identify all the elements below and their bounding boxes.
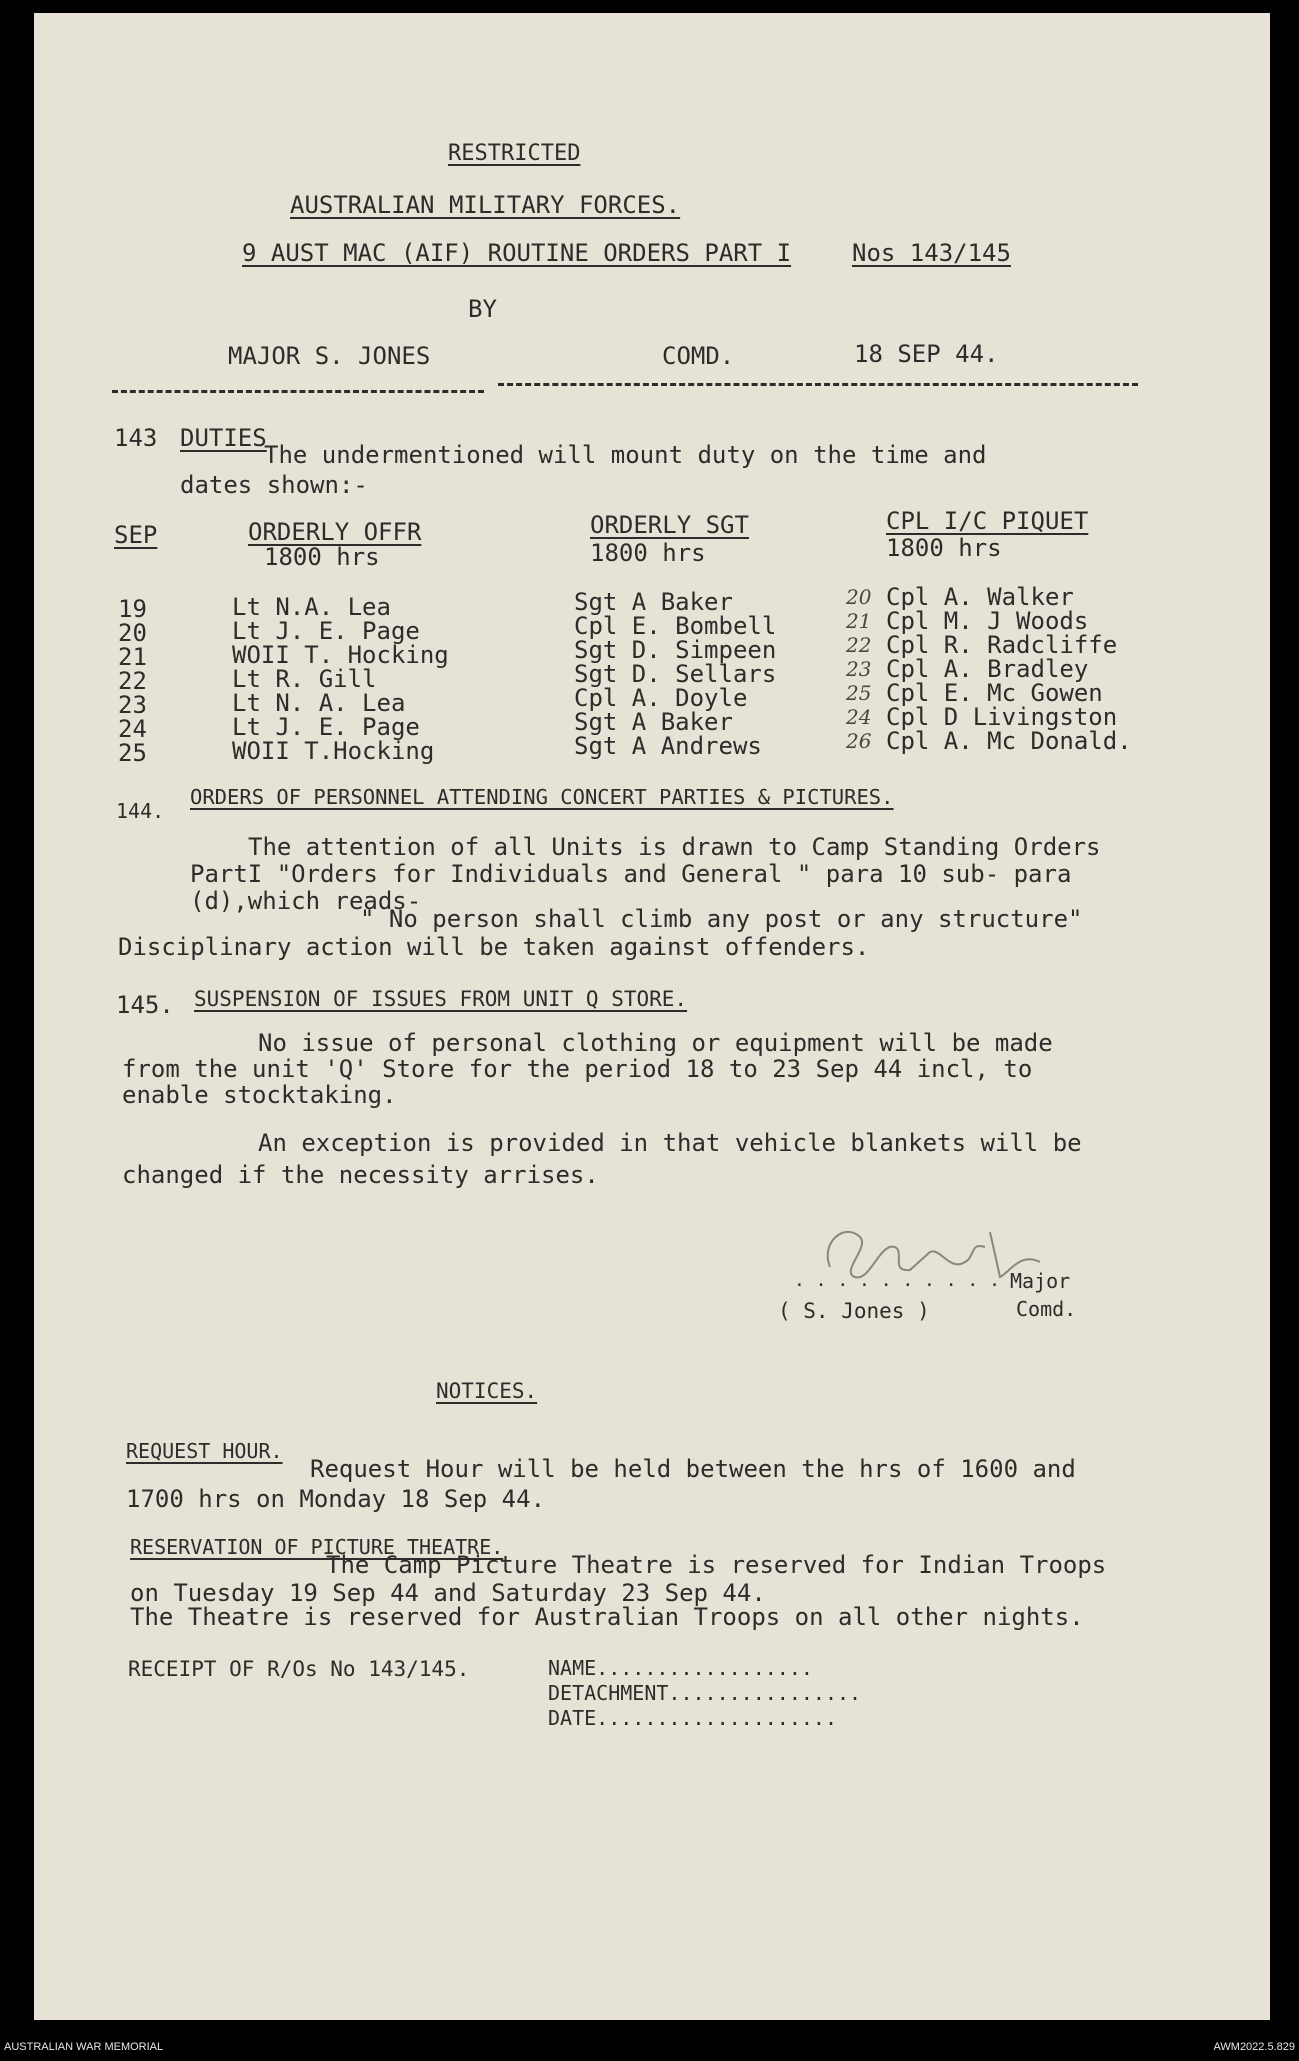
footer-institution: AUSTRALIAN WAR MEMORIAL	[4, 2041, 164, 2053]
row-orderly-sgt: Sgt D. Sellars	[574, 660, 777, 688]
receipt-detachment-field: DETACHMENT................	[548, 1681, 862, 1705]
classification-heading: RESTRICTED	[448, 141, 581, 166]
row-handwritten-date: 26	[846, 729, 872, 753]
appointment-label: COMD.	[662, 342, 735, 370]
order-144-line-3: (d),which reads-	[190, 887, 422, 915]
column-header-offr: ORDERLY OFFR	[248, 518, 422, 546]
order-145-p1-line-2: from the unit 'Q' Store for the period 18 to 23 Sep 44 incl, to	[122, 1055, 1033, 1083]
footer-accession-number: AWM2022.5.829	[1213, 2041, 1295, 2053]
row-orderly-offr: Lt J. E. Page	[232, 617, 420, 645]
row-orderly-offr: Lt N. A. Lea	[232, 689, 406, 717]
row-cpl-piquet: Cpl R. Radcliffe	[886, 631, 1118, 659]
row-handwritten-date: 21	[846, 609, 872, 633]
row-orderly-offr: WOII T.Hocking	[232, 737, 435, 765]
receipt-name-field: NAME..................	[548, 1656, 813, 1680]
theatre-line-3: The Theatre is reserved for Australian Troops on all other nights.	[130, 1603, 1084, 1631]
notices-heading: NOTICES.	[436, 1379, 538, 1403]
header-rule-right	[498, 383, 1138, 386]
theatre-title: RESERVATION OF PICTURE THEATRE.	[130, 1535, 504, 1559]
order-numbers: Nos 143/145	[852, 239, 1011, 267]
row-orderly-offr: Lt J. E. Page	[232, 713, 420, 741]
signature-name: ( S. Jones )	[778, 1299, 930, 1323]
column-sgt-time: 1800 hrs	[590, 539, 706, 567]
order-145-title: SUSPENSION OF ISSUES FROM UNIT Q STORE.	[194, 987, 688, 1011]
column-header-sgt: ORDERLY SGT	[590, 511, 749, 539]
row-cpl-piquet: Cpl A. Mc Donald.	[886, 727, 1132, 755]
row-orderly-offr: Lt R. Gill	[232, 665, 377, 693]
row-date: 25	[118, 739, 147, 767]
row-date: 20	[118, 619, 147, 647]
order-144-line-1: The attention of all Units is drawn to Camp Standing Orders	[248, 833, 1101, 861]
request-hour-title: REQUEST HOUR.	[126, 1439, 283, 1463]
row-orderly-sgt: Sgt A Baker	[574, 708, 733, 736]
row-date: 21	[118, 643, 147, 671]
order-145-p1-line-3: enable stocktaking.	[122, 1081, 397, 1109]
column-cpl-time: 1800 hrs	[886, 534, 1002, 562]
order-143-number: 143	[114, 424, 158, 452]
row-cpl-piquet: Cpl A. Walker	[886, 583, 1074, 611]
row-orderly-sgt: Sgt D. Simpeen	[574, 636, 777, 664]
order-145-number: 145.	[116, 991, 174, 1019]
issued-by: MAJOR S. JONES	[228, 342, 431, 370]
row-cpl-piquet: Cpl E. Mc Gowen	[886, 679, 1103, 707]
row-orderly-sgt: Cpl E. Bombell	[574, 612, 777, 640]
column-offr-time: 1800 hrs	[264, 543, 380, 571]
signature-dots: . . . . . . . . . .	[794, 1270, 1000, 1291]
order-145-p2-line-2: changed if the necessity arrises.	[122, 1161, 599, 1189]
row-date: 22	[118, 667, 147, 695]
order-143-intro-2: dates shown:-	[180, 471, 368, 499]
row-date: 19	[118, 595, 147, 623]
by-label: BY	[468, 295, 497, 323]
signature-rank: Major	[1010, 1269, 1071, 1293]
row-orderly-sgt: Sgt A Andrews	[574, 732, 762, 760]
order-143-title: DUTIES	[180, 424, 267, 452]
order-144-title: ORDERS OF PERSONNEL ATTENDING CONCERT PARTIES & PICTURES.	[190, 785, 894, 809]
orders-title: 9 AUST MAC (AIF) ROUTINE ORDERS PART I	[242, 239, 792, 267]
header-rule-left	[112, 390, 484, 393]
order-145-p1-line-1: No issue of personal clothing or equipment will be made	[258, 1029, 1053, 1057]
request-hour-line-2: 1700 hrs on Monday 18 Sep 44.	[126, 1485, 546, 1513]
row-handwritten-date: 25	[846, 681, 872, 705]
order-144-line-5: Disciplinary action will be taken against offenders.	[118, 933, 870, 961]
order-143-intro-1: The undermentioned will mount duty on the time and	[264, 441, 987, 469]
force-heading: AUSTRALIAN MILITARY FORCES.	[290, 191, 681, 219]
row-orderly-offr: WOII T. Hocking	[232, 641, 449, 669]
row-date: 24	[118, 715, 147, 743]
row-cpl-piquet: Cpl A. Bradley	[886, 655, 1089, 683]
receipt-date-field: DATE....................	[548, 1706, 837, 1730]
row-cpl-piquet: Cpl M. J Woods	[886, 607, 1089, 635]
row-orderly-sgt: Sgt A Baker	[574, 588, 733, 616]
row-orderly-offr: Lt N.A. Lea	[232, 593, 391, 621]
column-header-cpl: CPL I/C PIQUET	[886, 507, 1089, 535]
row-handwritten-date: 23	[846, 657, 872, 681]
row-handwritten-date: 20	[846, 585, 872, 609]
order-144-quote: " No person shall climb any post or any structure"	[360, 905, 1083, 933]
order-144-number: 144.	[116, 799, 165, 823]
order-144-line-2: PartI "Orders for Individuals and General " para 10 sub- para	[190, 860, 1072, 888]
receipt-label: RECEIPT OF R/Os No 143/145.	[128, 1657, 470, 1681]
row-date: 23	[118, 691, 147, 719]
signature-appointment: Comd.	[1016, 1297, 1077, 1321]
order-date: 18 SEP 44.	[854, 340, 999, 368]
row-handwritten-date: 22	[846, 633, 872, 657]
request-hour-line-1: Request Hour will be held between the hrs of 1600 and	[310, 1455, 1076, 1483]
theatre-line-1: The Camp Picture Theatre is reserved for Indian Troops	[326, 1551, 1107, 1579]
row-cpl-piquet: Cpl D Livingston	[886, 703, 1118, 731]
theatre-line-2: on Tuesday 19 Sep 44 and Saturday 23 Sep 44.	[130, 1579, 766, 1607]
order-145-p2-line-1: An exception is provided in that vehicle blankets will be	[258, 1129, 1082, 1157]
row-handwritten-date: 24	[846, 705, 872, 729]
row-orderly-sgt: Cpl A. Doyle	[574, 684, 748, 712]
column-header-date: SEP	[114, 521, 158, 549]
